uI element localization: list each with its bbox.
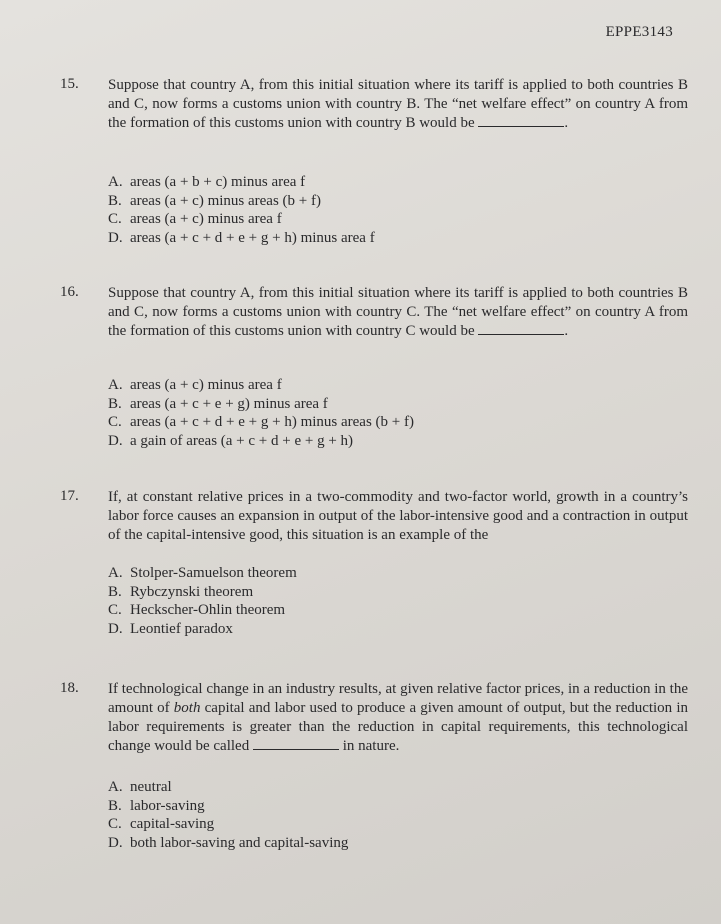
answer-blank [478, 322, 564, 335]
option-d: D. Leontief paradox [108, 620, 233, 637]
option-a: A. areas (a + c) minus area f [108, 377, 282, 393]
question-text-part1: If technological change in an industry results, at given relative factor prices, in a reduction in the amount of [108, 681, 688, 716]
question-text [108, 76, 688, 133]
answer-options [108, 376, 668, 450]
option-c: C. capital-saving [108, 816, 215, 832]
question-text: If, at constant relative prices in a two-commodity and two-factor world, growth in a country’s labor force causes an expansion in output of the labor-intensive good and a contraction in output of the capital-intensive good, this situation is an example of the [108, 489, 688, 543]
question-number: 15. [60, 76, 79, 92]
option-a: A. Stolper-Samuelson theorem [108, 565, 297, 581]
option-c: C. areas (a + c + d + e + g + h) minus areas (b + f) [108, 414, 414, 430]
question-text-body: Suppose that country A, from this initial situation where its tariff is applied to both countries B and C, now forms a customs union with country B. The “net welfare effect” on country A from the formation of this customs union with country B would be [108, 77, 688, 131]
option-d: D. a gain of areas (a + c + d + e + g + h) [108, 432, 354, 449]
question-text-emphasis: both [173, 700, 201, 716]
question-text-end: . [564, 323, 569, 339]
question-number: 17. [60, 488, 79, 504]
question-text-part2: capital and labor used to produce a given amount of output, but the reduction in labor requirements is greater than the reduction in capital requirements, this technological change would be called [108, 700, 688, 754]
option-a: A. areas (a + b + c) minus area f [108, 174, 306, 190]
option-b: B. Rybczynski theorem [108, 583, 254, 600]
option-a: A. neutral [108, 779, 172, 795]
option-b: B. labor-saving [108, 797, 205, 814]
option-d: D. areas (a + c + d + e + g + h) minus area f [108, 229, 375, 246]
option-b: B. areas (a + c + e + g) minus area f [108, 395, 328, 412]
option-b: B. areas (a + c) minus areas (b + f) [108, 192, 321, 209]
course-code: EPPE3143 [605, 24, 673, 40]
answer-blank [478, 114, 564, 127]
answer-options [108, 564, 668, 638]
question-text [108, 284, 688, 341]
question-number: 16. [60, 284, 79, 300]
option-c: C. Heckscher-Ohlin theorem [108, 602, 286, 618]
question-text [108, 680, 688, 756]
option-c: C. areas (a + c) minus area f [108, 211, 282, 227]
answer-blank [253, 737, 339, 750]
question-text-body: Suppose that country A, from this initial situation where its tariff is applied to both countries B and C, now forms a customs union with country C. The “net welfare effect” on country A from the formation of this customs union with country C would be [108, 285, 688, 339]
question-number: 18. [60, 680, 79, 696]
answer-options [108, 173, 668, 247]
question-text-end: . [564, 115, 569, 131]
option-d: D. both labor-saving and capital-saving [108, 834, 349, 851]
question-text-end: in nature. [342, 738, 400, 754]
answer-options [108, 778, 668, 852]
